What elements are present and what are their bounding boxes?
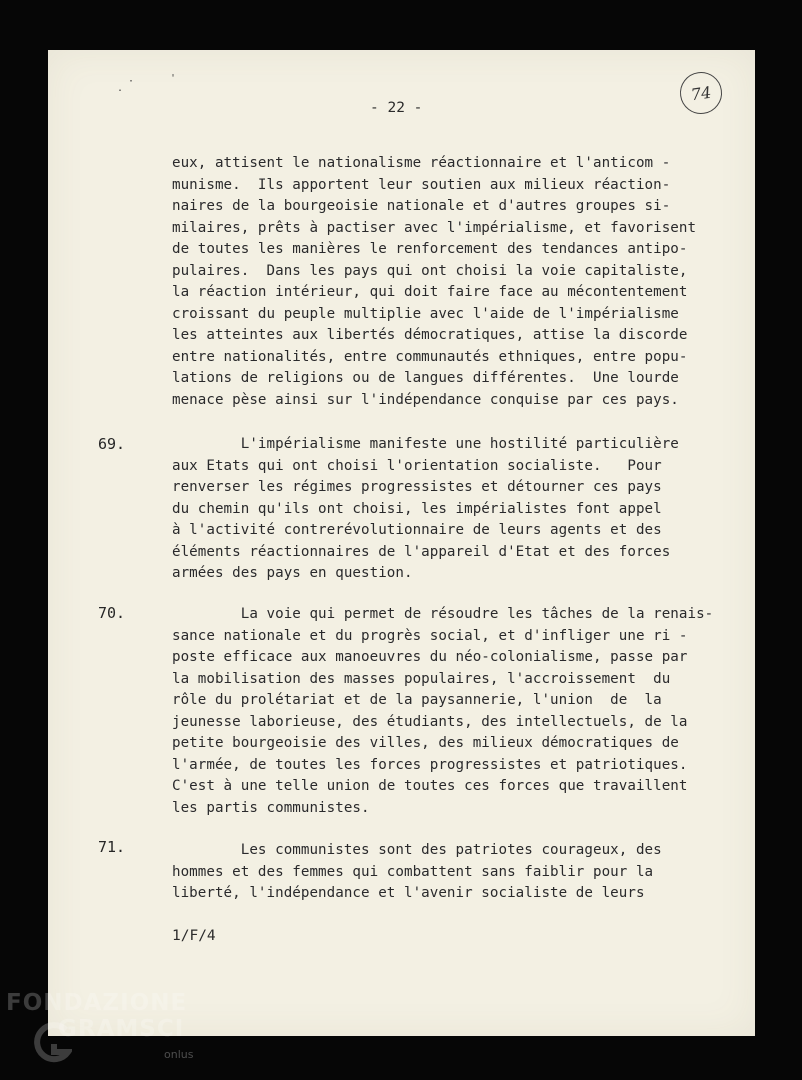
text-line: armées des pays en question. xyxy=(172,565,413,581)
text-line: entre nationalités, entre communautés ethniques, entre popu- xyxy=(172,348,688,365)
page-stamp: 74 xyxy=(677,69,724,116)
text-line: La voie qui permet de résoudre les tâches de la renais- xyxy=(172,606,714,622)
text-line: la réaction intérieur, qui doit faire face au mécontentement xyxy=(172,284,688,300)
text-line: pulaires. Dans les pays qui ont choisi la voie capitaliste, xyxy=(172,262,688,279)
text-line: renverser les régimes progressistes et détourner ces pays xyxy=(172,479,662,495)
stray-mark: . xyxy=(117,83,124,94)
stray-mark: ' xyxy=(170,73,177,84)
watermark-line1: FONDAZIONE xyxy=(6,990,188,1016)
text-line: croissant du peuple multiplie avec l'aide de l'impérialisme xyxy=(172,305,679,322)
text-line: hommes et des femmes qui combattent sans faiblir pour la xyxy=(172,863,654,880)
paragraph-number-70: 70. xyxy=(98,604,126,622)
text-line: menace pèse ainsi sur l'indépendance conquise par ces pays. xyxy=(172,391,679,408)
text-line: de toutes les manières le renforcement des tendances antipo- xyxy=(172,241,688,257)
footer-code: 1/F/4 xyxy=(172,928,216,944)
text-line: munisme. Ils apportent leur soutien aux milieux réaction- xyxy=(172,176,671,193)
paragraph-69 xyxy=(172,436,679,581)
text-line: petite bourgeoisie des villes, des milieux démocratiques de xyxy=(172,735,679,751)
watermark-line2: GRAMSCI xyxy=(58,1016,185,1042)
text-line: rôle du prolétariat et de la paysannerie, l'union de la xyxy=(172,692,662,708)
stray-mark: · xyxy=(128,76,135,87)
text-line: C'est à une telle union de toutes ces forces que travaillent xyxy=(172,778,688,794)
text-line: naires de la bourgeoisie nationale et d'autres groupes si- xyxy=(172,198,671,214)
text-line: liberté, l'indépendance et l'avenir socialiste de leurs xyxy=(172,885,645,901)
watermark-sub: onlus xyxy=(164,1048,194,1061)
text-line: eux, attisent le nationalisme réactionnaire et l'anticom - xyxy=(172,155,671,171)
text-line: du chemin qu'ils ont choisi, les impérialistes font appel xyxy=(172,500,662,517)
text-line: à l'activité contrerévolutionnaire de leurs agents et des xyxy=(172,522,662,538)
text-line: l'armée, de toutes les forces progressistes et patriotiques. xyxy=(172,756,688,773)
text-line: la mobilisation des masses populaires, l'accroissement du xyxy=(172,670,671,687)
text-line: aux Etats qui ont choisi l'orientation socialiste. Pour xyxy=(172,457,662,474)
paragraph-intro xyxy=(172,155,697,408)
text-line: les atteintes aux libertés démocratiques, attise la discorde xyxy=(172,327,688,343)
text-line: lations de religions ou de langues différentes. Une lourde xyxy=(172,370,679,386)
watermark-logo xyxy=(6,990,206,1070)
text-line: les partis communistes. xyxy=(172,799,370,816)
page-number: - 22 - xyxy=(370,100,423,116)
paragraph-number-71: 71. xyxy=(98,838,126,856)
paragraph-70 xyxy=(172,606,714,816)
text-line: L'impérialisme manifeste une hostilité particulière xyxy=(172,436,679,452)
paragraph-71 xyxy=(172,842,662,906)
text-line: sance nationale et du progrès social, et d'infliger une ri - xyxy=(172,627,688,644)
text-line: jeunesse laborieuse, des étudiants, des intellectuels, de la xyxy=(172,713,688,730)
text-line: éléments réactionnaires de l'appareil d'Etat et des forces xyxy=(172,543,671,560)
text-line: Les communistes sont des patriotes courageux, des xyxy=(172,842,662,858)
paragraph-number-69: 69. xyxy=(98,435,126,453)
text-line: poste efficace aux manoeuvres du néo-colonialisme, passe par xyxy=(172,649,688,665)
text-line: milaires, prêts à pactiser avec l'impérialisme, et favorisent xyxy=(172,219,697,236)
